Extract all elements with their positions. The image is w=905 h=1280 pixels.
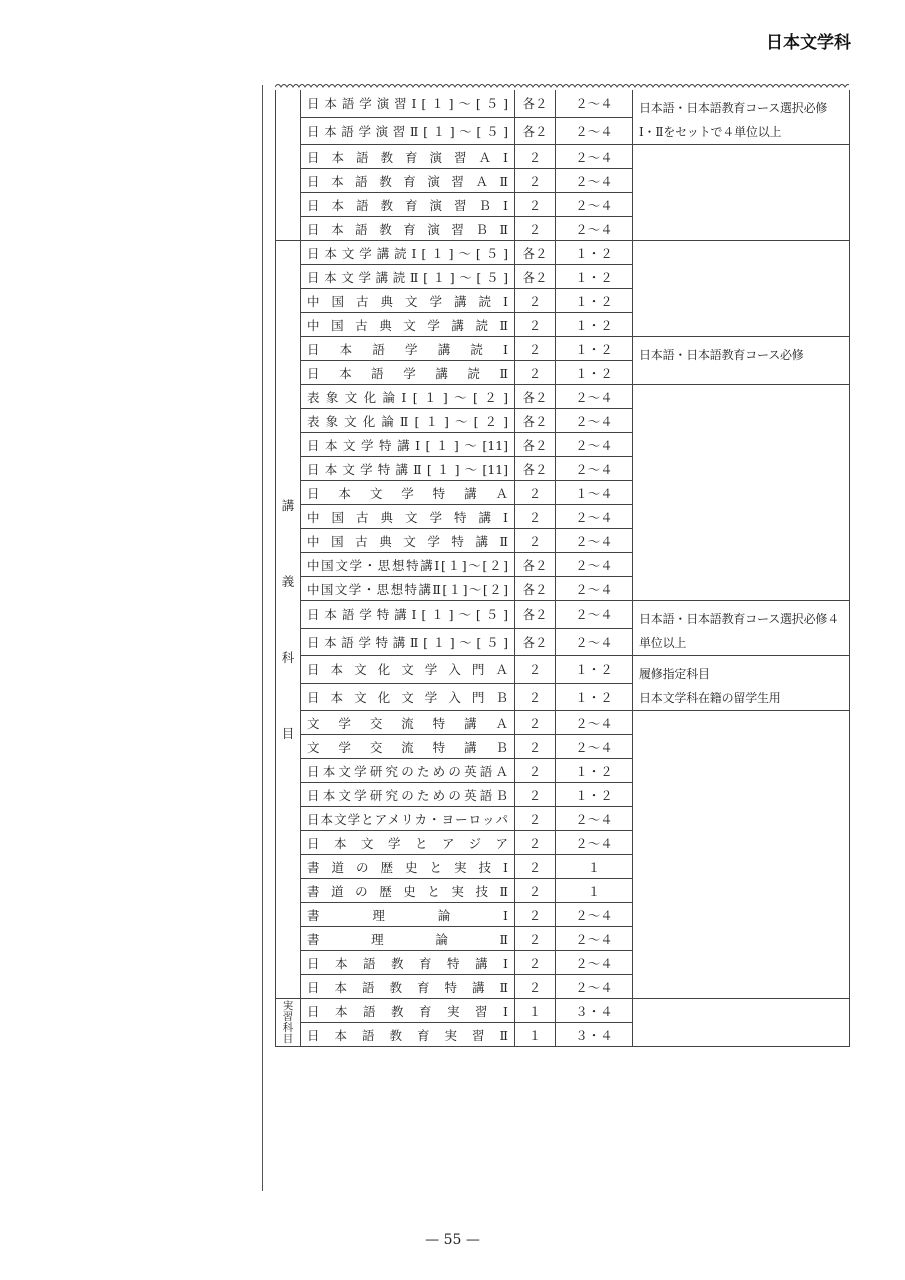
credit-value: 各２: [515, 628, 556, 656]
year-level: １・２: [556, 265, 633, 289]
credit-value: ２: [515, 169, 556, 193]
page-number: — 55 —: [425, 1232, 480, 1248]
credit-value: １: [515, 999, 556, 1023]
course-name: 中国古典文学講読Ⅰ: [301, 289, 515, 313]
course-name: 日本語学講読Ⅰ: [301, 337, 515, 361]
course-name: 日本語学特講Ⅱ[１]〜[５]: [301, 628, 515, 656]
year-level: ２〜４: [556, 169, 633, 193]
remarks-cell: [633, 385, 850, 601]
year-level: ２〜４: [556, 903, 633, 927]
remark-text: 日本文学科在籍の留学生用: [639, 691, 781, 705]
category-char: 科: [282, 1021, 294, 1034]
year-level: １・２: [556, 241, 633, 265]
year-level: ２〜４: [556, 457, 633, 481]
table-row: [276, 385, 850, 409]
course-name: 表象文化論Ⅰ[１]〜[２]: [301, 385, 515, 409]
credit-value: ２: [515, 683, 556, 711]
credit-value: ２: [515, 289, 556, 313]
year-level: ２〜４: [556, 529, 633, 553]
credit-value: 各２: [515, 385, 556, 409]
credit-value: ２: [515, 783, 556, 807]
credit-value: ２: [515, 831, 556, 855]
course-name: 日本語教育演習ＡⅡ: [301, 169, 515, 193]
category-char: 講: [281, 497, 295, 513]
year-level: １〜４: [556, 481, 633, 505]
table-row: [276, 337, 850, 361]
credit-value: ２: [515, 361, 556, 385]
table-row: [276, 656, 850, 684]
remarks-cell: [633, 337, 850, 385]
year-level: ２〜４: [556, 807, 633, 831]
year-level: ２〜４: [556, 409, 633, 433]
course-name: 日本文学とアメリカ・ヨーロッパ: [301, 807, 515, 831]
course-name: 日本文化文学入門Ｂ: [301, 683, 515, 711]
year-level: ２〜４: [556, 975, 633, 999]
table-row: [276, 241, 850, 265]
remark-text: 日本語・日本語教育コース必修: [639, 348, 804, 362]
year-level: ２〜４: [556, 553, 633, 577]
year-level: １・２: [556, 683, 633, 711]
year-level: ３・４: [556, 999, 633, 1023]
remarks-cell: [633, 999, 850, 1047]
year-level: ２〜４: [556, 951, 633, 975]
course-name: 日本文学講読Ⅰ[１]〜[５]: [301, 241, 515, 265]
category-cell: [276, 241, 301, 999]
remarks-cell: [633, 711, 850, 999]
course-name: 日本語教育実習Ⅰ: [301, 999, 515, 1023]
credit-value: 各２: [515, 117, 556, 144]
table-row: [276, 711, 850, 735]
course-name: 中国文学・思想特講Ⅰ[１]〜[２]: [301, 553, 515, 577]
course-name: 書道の歴史と実技Ⅱ: [301, 879, 515, 903]
credit-value: 各２: [515, 265, 556, 289]
course-name: 日本語学演習Ⅱ[１]〜[５]: [301, 117, 515, 144]
course-name: 表象文化論Ⅱ[１]〜[２]: [301, 409, 515, 433]
credit-value: ２: [515, 735, 556, 759]
credit-value: ２: [515, 927, 556, 951]
year-level: ２〜４: [556, 217, 633, 241]
remark-text: 日本語・日本語教育コース選択必修４単位以上: [639, 612, 840, 650]
course-name: 中国古典文学特講Ⅱ: [301, 529, 515, 553]
credit-value: ２: [515, 217, 556, 241]
credit-value: ２: [515, 711, 556, 735]
credit-value: ２: [515, 879, 556, 903]
course-name: 日本文学講読Ⅱ[１]〜[５]: [301, 265, 515, 289]
course-name: 文学交流特講Ｂ: [301, 735, 515, 759]
remarks-cell: [633, 90, 850, 145]
course-name: 日本語教育実習Ⅱ: [301, 1023, 515, 1047]
credit-value: １: [515, 1023, 556, 1047]
category-char: 習: [282, 1010, 294, 1023]
credit-value: ２: [515, 951, 556, 975]
credit-value: 各２: [515, 553, 556, 577]
year-level: ２〜４: [556, 927, 633, 951]
credit-value: ２: [515, 855, 556, 879]
credit-value: 各２: [515, 577, 556, 601]
category-char: 科: [281, 649, 295, 665]
remarks-cell: [633, 145, 850, 241]
credit-value: 各２: [515, 457, 556, 481]
credit-value: ２: [515, 505, 556, 529]
year-level: ２〜４: [556, 711, 633, 735]
year-level: ２〜４: [556, 831, 633, 855]
course-name: 書道の歴史と実技Ⅰ: [301, 855, 515, 879]
course-name: 日本文学特講Ａ: [301, 481, 515, 505]
year-level: ２〜４: [556, 145, 633, 169]
year-level: １: [556, 879, 633, 903]
credit-value: 各２: [515, 241, 556, 265]
category-char: 目: [282, 1032, 294, 1045]
year-level: ２〜４: [556, 735, 633, 759]
year-level: １・２: [556, 313, 633, 337]
course-name: 文学交流特講Ａ: [301, 711, 515, 735]
credit-value: 各２: [515, 433, 556, 457]
course-name: 日本文学研究のための英語Ａ: [301, 759, 515, 783]
year-level: ２〜４: [556, 117, 633, 144]
credit-value: 各２: [515, 90, 556, 117]
course-name: 日本語教育演習ＡⅠ: [301, 145, 515, 169]
year-level: ２〜４: [556, 601, 633, 629]
category-cell: [276, 999, 301, 1047]
category-char: 義: [281, 573, 295, 589]
year-level: ２〜４: [556, 505, 633, 529]
year-level: ２〜４: [556, 193, 633, 217]
credit-value: ２: [515, 759, 556, 783]
year-level: ２〜４: [556, 433, 633, 457]
remarks-cell: [633, 601, 850, 656]
credit-value: 各２: [515, 601, 556, 629]
credit-value: ２: [515, 656, 556, 684]
credit-value: ２: [515, 807, 556, 831]
credit-value: ２: [515, 337, 556, 361]
course-name: 日本語学講読Ⅱ: [301, 361, 515, 385]
category-char: 目: [281, 725, 295, 741]
year-level: ２〜４: [556, 385, 633, 409]
credit-value: ２: [515, 975, 556, 999]
year-level: １・２: [556, 289, 633, 313]
course-name: 書理論Ⅰ: [301, 903, 515, 927]
credit-value: ２: [515, 313, 556, 337]
margin-rule: [262, 85, 263, 1191]
course-name: 中国文学・思想特講Ⅱ[１]〜[２]: [301, 577, 515, 601]
credit-value: ２: [515, 193, 556, 217]
year-level: ２〜４: [556, 628, 633, 656]
department-title: 日本文学科: [766, 33, 851, 53]
course-name: 日本文化文学入門Ａ: [301, 656, 515, 684]
remarks-cell: [633, 241, 850, 337]
remark-text: 履修指定科目: [639, 667, 710, 681]
course-name: 中国古典文学講読Ⅱ: [301, 313, 515, 337]
course-name: 日本文学とアジア: [301, 831, 515, 855]
credit-value: ２: [515, 903, 556, 927]
credit-value: 各２: [515, 409, 556, 433]
credit-value: ２: [515, 481, 556, 505]
course-name: 日本語教育特講Ⅱ: [301, 975, 515, 999]
table-row: [276, 601, 850, 629]
course-name: 中国古典文学特講Ⅰ: [301, 505, 515, 529]
year-level: ３・４: [556, 1023, 633, 1047]
course-name: 日本文学特講Ⅰ[１]〜[11]: [301, 433, 515, 457]
course-name: 日本語教育特講Ⅰ: [301, 951, 515, 975]
course-name: 日本文学特講Ⅱ[１]〜[11]: [301, 457, 515, 481]
category-cell: [276, 90, 301, 241]
year-level: １: [556, 855, 633, 879]
year-level: ２〜４: [556, 577, 633, 601]
course-name: 日本語教育演習ＢⅡ: [301, 217, 515, 241]
course-name: 日本語教育演習ＢⅠ: [301, 193, 515, 217]
table-row: [276, 90, 850, 117]
year-level: １・２: [556, 656, 633, 684]
year-level: １・２: [556, 783, 633, 807]
course-name: 日本語学演習Ⅰ[１]〜[５]: [301, 90, 515, 117]
course-name: 日本語学特講Ⅰ[１]〜[５]: [301, 601, 515, 629]
course-name: 書理論Ⅱ: [301, 927, 515, 951]
year-level: １・２: [556, 759, 633, 783]
credit-value: ２: [515, 529, 556, 553]
remark-text: 日本語・日本語教育コース選択必修Ⅰ・Ⅱをセットで４単位以上: [639, 101, 828, 139]
remarks-cell: [633, 656, 850, 711]
year-level: ２〜４: [556, 90, 633, 117]
category-char: 実: [282, 999, 294, 1012]
course-name: 日本文学研究のための英語Ｂ: [301, 783, 515, 807]
year-level: １・２: [556, 361, 633, 385]
table-row: [276, 999, 850, 1023]
year-level: １・２: [556, 337, 633, 361]
credit-value: ２: [515, 145, 556, 169]
table-row: [276, 145, 850, 169]
curriculum-table: [275, 90, 850, 1047]
